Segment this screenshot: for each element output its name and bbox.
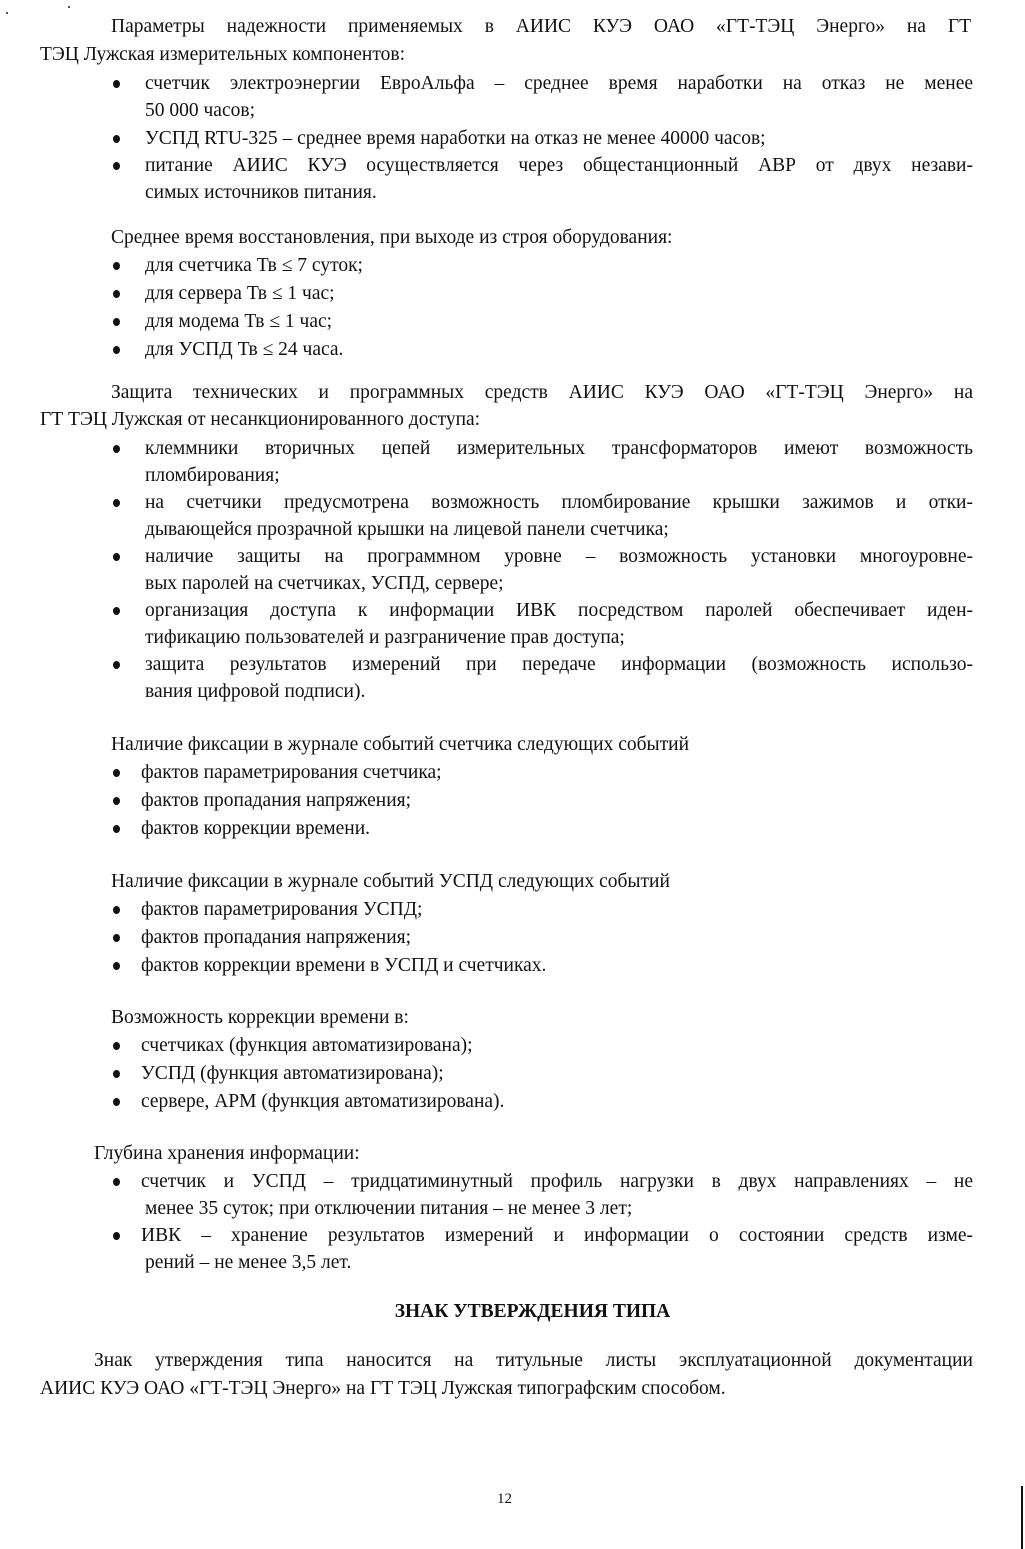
list-item-continuation: пломбирования; <box>145 465 280 486</box>
bullet-icon <box>113 346 120 354</box>
list-item: УСПД (функция автоматизирована); <box>141 1063 444 1084</box>
list-item: клеммники вторичных цепей измерительных трансформаторов имеют возможность <box>145 438 973 459</box>
bullet-icon <box>113 162 120 170</box>
list-item: фактов пропадания напряжения; <box>141 927 412 948</box>
type-mark-line1: Знак утверждения типа наносится на титульные листы эксплуатационной документации <box>94 1350 973 1371</box>
list-item-continuation: рений – не менее 3,5 лет. <box>145 1252 352 1273</box>
list-item: УСПД RTU-325 – среднее время наработки на отказ не менее 40000 часов; <box>145 128 766 149</box>
uspd-log-intro: Наличие фиксации в журнале событий УСПД следующих событий <box>111 871 670 892</box>
list-item-continuation: 50 000 часов; <box>145 100 255 121</box>
storage-intro: Глубина хранения информации: <box>94 1143 360 1164</box>
list-item: счетчик и УСПД – тридцатиминутный профиль нагрузки в двух направлениях – не <box>141 1171 973 1192</box>
protection-intro-line2: ГТ ТЭЦ Лужская от несанкционированного доступа: <box>40 409 481 430</box>
list-item: фактов параметрирования счетчика; <box>141 762 442 783</box>
bullet-icon <box>113 553 120 561</box>
list-item: на счетчики предусмотрена возможность пломбирование крышки зажимов и отки- <box>145 492 973 513</box>
protection-intro-line1: Защита технических и программных средств АИИС КУЭ ОАО «ГТ-ТЭЦ Энерго» на <box>111 382 973 403</box>
list-item: фактов коррекции времени в УСПД и счетчиках. <box>141 955 547 976</box>
list-item-continuation: тификацию пользователей и разграничение прав доступа; <box>145 627 625 648</box>
list-item-continuation: симых источников питания. <box>145 182 377 203</box>
recovery-intro: Среднее время восстановления, при выходе из строя оборудования: <box>111 227 673 248</box>
list-item: фактов параметрирования УСПД; <box>141 899 423 920</box>
type-mark-line2: АИИС КУЭ ОАО «ГТ-ТЭЦ Энерго» на ГТ ТЭЦ Лужская типографским способом. <box>40 1378 726 1399</box>
list-item: организация доступа к информации ИВК посредством паролей обеспечивает иден- <box>145 600 973 621</box>
scan-speck <box>68 6 70 8</box>
scan-edge-line <box>1021 1486 1023 1549</box>
page-number: 12 <box>497 1491 512 1507</box>
list-item: фактов коррекции времени. <box>141 818 371 839</box>
list-item-continuation: дывающейся прозрачной крышки на лицевой панели счетчика; <box>145 519 669 540</box>
list-item: для УСПД Тв ≤ 24 часа. <box>145 339 344 360</box>
list-item: для модема Тв ≤ 1 час; <box>145 311 333 332</box>
meter-log-intro: Наличие фиксации в журнале событий счетчика следующих событий <box>111 734 690 755</box>
bullet-icon <box>113 135 120 143</box>
bullet-icon <box>113 962 120 970</box>
list-item: счетчиках (функция автоматизирована); <box>141 1035 473 1056</box>
bullet-icon <box>113 80 120 88</box>
list-item-continuation: вых паролей на счетчиках, УСПД, сервере; <box>145 573 504 594</box>
list-item: фактов пропадания напряжения; <box>141 790 412 811</box>
list-item-continuation: вания цифровой подписи). <box>145 681 366 702</box>
section-heading: ЗНАК УТВЕРЖДЕНИЯ ТИПА <box>394 1301 671 1322</box>
bullet-icon <box>113 934 120 942</box>
bullet-icon <box>113 607 120 615</box>
bullet-icon <box>113 825 120 833</box>
list-item-continuation: менее 35 суток; при отключении питания – не менее 3 лет; <box>145 1198 633 1219</box>
list-item: ИВК – хранение результатов измерений и информации о состоянии средств изме- <box>141 1225 973 1246</box>
list-item: для счетчика Тв ≤ 7 суток; <box>145 255 363 276</box>
bullet-icon <box>113 499 120 507</box>
bullet-icon <box>113 769 120 777</box>
list-item: сервере, АРМ (функция автоматизирована). <box>141 1091 505 1112</box>
bullet-icon <box>113 262 120 270</box>
bullet-icon <box>113 318 120 326</box>
reliability-intro-line2: ТЭЦ Лужская измерительных компонентов: <box>40 44 405 65</box>
list-item: счетчик электроэнергии ЕвроАльфа – среднее время наработки на отказ не менее <box>145 73 973 94</box>
list-item: для сервера Тв ≤ 1 час; <box>145 283 335 304</box>
bullet-icon <box>113 1232 120 1240</box>
time-correction-intro: Возможность коррекции времени в: <box>111 1007 409 1028</box>
bullet-icon <box>113 1070 120 1078</box>
list-item: наличие защиты на программном уровне – возможность установки многоуровне- <box>145 546 973 567</box>
list-item: защита результатов измерений при передаче информации (возможность использо- <box>145 654 973 675</box>
bullet-icon <box>113 1098 120 1106</box>
bullet-icon <box>113 797 120 805</box>
bullet-icon <box>113 290 120 298</box>
scan-speck <box>6 12 8 14</box>
bullet-icon <box>113 661 120 669</box>
list-item: питание АИИС КУЭ осуществляется через общестанционный АВР от двух незави- <box>145 155 973 176</box>
bullet-icon <box>113 445 120 453</box>
bullet-icon <box>113 1178 120 1186</box>
bullet-icon <box>113 1042 120 1050</box>
reliability-intro-line1: Параметры надежности применяемых в АИИС КУЭ ОАО «ГТ-ТЭЦ Энерго» на ГТ <box>111 16 971 37</box>
bullet-icon <box>113 906 120 914</box>
